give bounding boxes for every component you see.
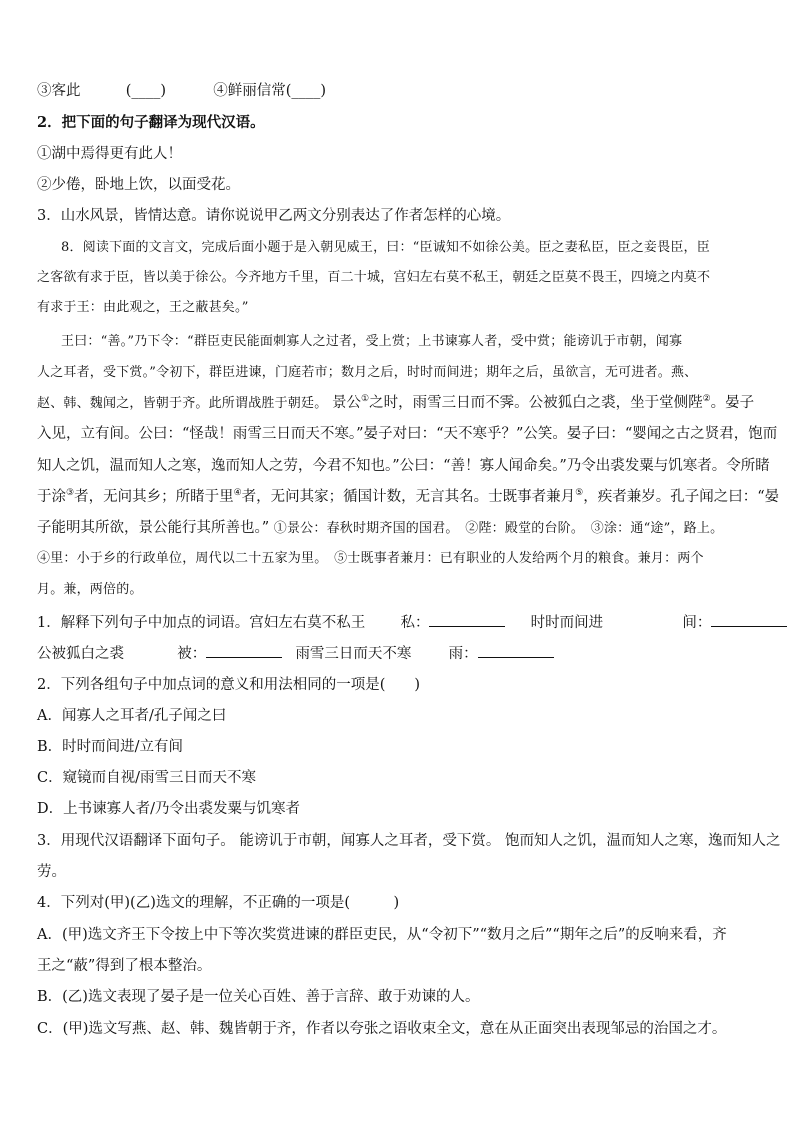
passage-line-2: 之客欲有求于臣，皆以美于徐公。今齐地方千里，百二十城，宫妇左右莫不私王，朝廷之臣莫不畏王，四境之内莫不 bbox=[37, 270, 711, 285]
footnote-marker-4: ④ bbox=[233, 488, 242, 499]
passage-line-6 bbox=[37, 393, 757, 414]
passage-line-6-part-d: 。晏子 bbox=[710, 395, 755, 411]
blank-label-bei: 被： bbox=[177, 646, 207, 662]
option-2c: C．窥镜而自视/雨雪三日而天不寒 bbox=[37, 770, 256, 786]
passage-line-10 bbox=[37, 518, 757, 539]
question-3-heading: 3．山水风景，皆情达意。请你说说甲乙两文分别表达了作者怎样的心境。 bbox=[37, 208, 511, 224]
passage-line-6-part-b: 景公 bbox=[332, 395, 362, 411]
phrase-yu: 雨雪三日而天不寒 bbox=[295, 646, 412, 662]
passage-line-9-part-a: 于涂 bbox=[37, 489, 66, 505]
blank-label-si: 私： bbox=[400, 615, 430, 631]
blank-label-jian: 间： bbox=[682, 615, 712, 631]
footnotes-1-3: ①景公：春秋时期齐国的国君。 ②陛：殿堂的台阶。 ③涂：通“途”，路上。 bbox=[273, 521, 724, 536]
footnote-marker-3: ③ bbox=[66, 488, 75, 499]
blank-label-yu: 雨： bbox=[448, 646, 478, 662]
option-4c: C．(甲)选文写燕、赵、韩、魏皆朝于齐，作者以夸张之语收束全文，意在从正面突出表现邹忌的治国之才。 bbox=[37, 1021, 727, 1037]
option-4a-line-1: A．(甲)选文齐王下令按上中下等次奖赏进谏的群臣吏民，从“令初下”“数月之后”“期年之后”的反响来看，齐 bbox=[37, 927, 727, 943]
footnotes-end: 月。兼，两倍的。 bbox=[37, 582, 143, 597]
passage-line-1: 8．阅读下面的文言文，完成后面小题于是入朝见威王，曰：“臣诚知不如徐公美。臣之妻私臣，臣之妾畏臣，臣 bbox=[61, 240, 710, 255]
subquestion-1-line-2 bbox=[37, 643, 757, 664]
sentence-2: ②少倦，卧地上饮，以面受花。 bbox=[37, 177, 240, 193]
option-4a-line-2: 王之“蔽”得到了根本整治。 bbox=[37, 958, 212, 974]
phrase-bei: 公被狐白之裘 bbox=[37, 646, 124, 662]
passage-line-7: 入见，立有间。公曰：“怪哉！雨雪三日而天不寒。”晏子对曰：“天不寒乎？”公笑。晏子曰：“婴闻之古之贤君，饱而 bbox=[37, 426, 778, 442]
passage-line-9 bbox=[37, 487, 780, 507]
answer-blank-bei[interactable] bbox=[206, 643, 282, 658]
subquestion-2: 2．下列各组句子中加点词的意义和用法相同的一项是( ) bbox=[37, 677, 421, 693]
passage-line-5: 人之耳者，受下赏。”令初下，群臣进谏，门庭若市；数月之后，时时而间进；期年之后，虽欲言，无可进者。燕、 bbox=[37, 365, 698, 380]
passage-line-9-part-c: 者，无问其家；循国计数，无言其名。士既事者兼月 bbox=[241, 489, 576, 505]
passage-line-6-part-c: 之时，雨雪三日而不霁。公被狐白之裘，坐于堂侧陛 bbox=[369, 395, 703, 411]
option-4b: B．(乙)选文表现了晏子是一位关心百姓、善于言辞、敢于劝谏的人。 bbox=[37, 989, 480, 1005]
option-2b: B．时时而间进/立有间 bbox=[37, 739, 184, 755]
passage-line-8: 知人之饥，温而知人之寒，逸而知人之劳，今君不知也。”公曰：“善！寡人闻命矣。”乃令出裘发粟与饥寒者。令所睹 bbox=[37, 458, 770, 474]
subquestion-3-line-1: 3．用现代汉语翻译下面句子。 能谤讥于市朝，闻寡人之耳者，受下赏。 饱而知人之饥，温而知人之寒，逸而知人之 bbox=[37, 833, 781, 849]
footnotes-4-5: ④里：小于乡的行政单位，周代以二十五家为里。 ⑤士既事者兼月：已有职业的人发给两个月的粮食。兼月：两个 bbox=[37, 551, 704, 566]
passage-line-3: 有求于王：由此观之，王之蔽甚矣。” bbox=[37, 300, 249, 315]
passage-line-9-part-d: ，疾者兼岁。孔子闻之曰：“晏 bbox=[583, 489, 780, 505]
footnote-marker-1: ① bbox=[361, 394, 370, 405]
item-3-text: ③客此 bbox=[37, 83, 81, 99]
item-3-4-line bbox=[37, 81, 757, 101]
answer-blank-3: (____) bbox=[125, 83, 167, 99]
passage-line-10-part-a: 子能明其所欲，景公能行其所善也。” bbox=[37, 520, 270, 536]
option-2d: D．上书谏寡人者/乃令出裘发粟与饥寒者 bbox=[37, 801, 301, 817]
subquestion-4: 4．下列对(甲)(乙)选文的理解，不正确的一项是( ) bbox=[37, 895, 400, 911]
subquestion-3-line-2: 劳。 bbox=[37, 864, 66, 880]
question-2-heading: 2．把下面的句子翻译为现代汉语。 bbox=[37, 114, 265, 131]
phrase-shishi: 时时而间进 bbox=[530, 615, 604, 631]
footnote-marker-5: ⑤ bbox=[575, 488, 584, 499]
passage-line-4: 王曰：“善。”乃下令：“群臣吏民能面刺寡人之过者，受上赏；上书谏寡人者，受中赏；能谤讥于市朝，闻寡 bbox=[61, 334, 683, 349]
item-4-text: ④鲜丽信常(____) bbox=[213, 83, 327, 99]
option-2a: A．闻寡人之耳者/孔子闻之曰 bbox=[37, 708, 227, 724]
footnote-marker-2: ② bbox=[702, 394, 711, 405]
subquestion-1-prompt: 1．解释下列句子中加点的词语。宫妇左右莫不私王 bbox=[37, 615, 366, 631]
passage-line-9-part-b: 者，无问其乡；所睹于里 bbox=[74, 489, 234, 505]
subquestion-1-line-1 bbox=[37, 612, 757, 633]
answer-blank-yu[interactable] bbox=[478, 643, 554, 658]
answer-blank-jian[interactable] bbox=[711, 612, 787, 627]
sentence-1: ①湖中焉得更有此人！ bbox=[37, 146, 182, 162]
passage-line-6-part-a: 赵、韩、魏闻之，皆朝于齐。此所谓战胜于朝廷。 bbox=[37, 396, 328, 411]
answer-blank-si[interactable] bbox=[429, 612, 505, 627]
